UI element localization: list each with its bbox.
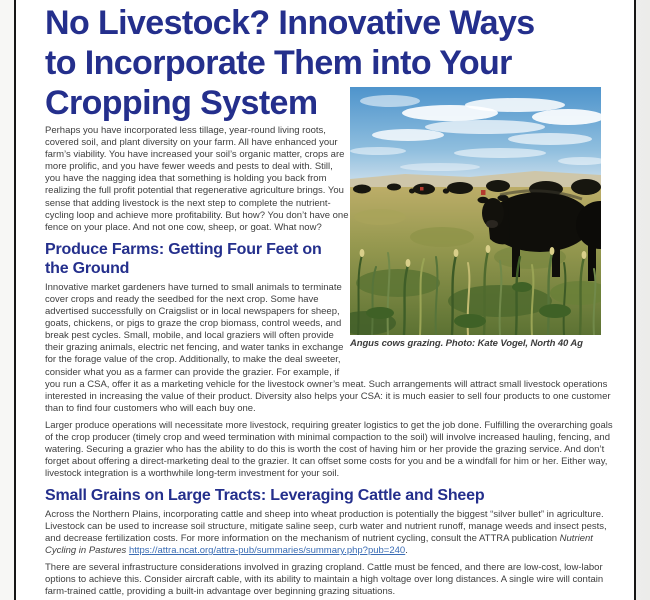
publication-title: Nutrient Cycling in Pastures: [45, 533, 593, 557]
section-heading-produce-farms: Produce Farms: Getting Four Feet on the Ground: [45, 240, 322, 278]
figure-caption: Angus cows grazing. Photo: Kate Vogel, North 40 Ag: [350, 338, 583, 349]
small-grains-text: Across the Northern Plains, incorporating cattle and sheep into wheat production is potentially the biggest “silver bullet” in agriculture. Livestock can be used to increase soil structure, mitigate saline seep, curb water and nutrient runoff, manage weeds and insect pests, and decrease fertilization costs. For more information on the mechanism of nutrient cycling, consult the ATTRA publication: [45, 508, 607, 545]
attra-publication-link[interactable]: https://attra.ncat.org/attra-pub/summaries/summary.php?pub=240: [128, 545, 406, 557]
section-heading-small-grains: Small Grains on Large Tracts: Leveraging Cattle and Sheep: [45, 487, 485, 505]
small-grains-paragraph-1: [45, 509, 621, 557]
document-page: [14, 0, 636, 600]
title-line-2: to Incorporate Them into Your: [45, 44, 512, 82]
title-line-1: No Livestock? Innovative Ways: [45, 4, 535, 42]
small-grains-paragraph-2: There are several infrastructure considerations involved in grazing cropland. Cattle must be fenced, and there are low-cost, low-labor options to achieve this. Consider aircraft cable, with its ability to maintain a high voltage over long distances. A single wire will contain farm-trained cattle, providing a built-in advantage over beginning grazing situations.: [45, 562, 604, 598]
angus-cattle-photo: [350, 87, 601, 335]
sentence-period: .: [405, 545, 408, 557]
produce-farms-paragraph-1: Innovative market gardeners have turned to small animals to terminate cover crops and ready the seedbed for the next crop. Some have advertised successfully on Craigslist or in local newspapers for sheep, goats, chickens, or pigs to graze the crop biomass, control weeds, and break pest cycles. Small, mobile, and local graziers will often provide their grazing animals, electric net fencing, and water tanks in exchange for the forage value of the crop. Additionally, to make the deal sweeter, consider what you as a farmer can provide the grazier. For example, if you run a CSA, offer it as a marketing vehicle for the livestock owner’s meat. Such arrangements will attract small livestock operations interested in increasing the value of their product. Diversity also helps your CSA: it is much easier to sell four products to one customer than to find four customers who will each buy one.: [45, 281, 611, 414]
figure-angus-cows: [350, 87, 601, 349]
intro-paragraph: Perhaps you have incorporated less tillage, year-round living roots, covered soil, and plant diversity on your farm. All have enhanced your farm’s viability. You have increased your soil’s organic matter, crops are more prolific, and you have fewer weeds and pests to deal with. Still, you have the nagging idea that something is holding you back from realizing the full profit potential that regenerative agriculture brings. You sense that adding livestock is the next step to complete the nutrient-cycling loop and achieve more profitability. But how? You don’t have one fence on your place. And not one cow, sheep, or goat. What now?: [45, 125, 349, 233]
produce-farms-paragraph-2: Larger produce operations will necessitate more livestock, requiring greater logistics to get the job done. Fulfilling the overarching goals of the crop producer (timely crop and weed termination with minimal compaction to the soil) will involve increased hauling, fencing, and watering. Securing a grazier who has the ability to do this is worth the cost of having him or her provide the grazing service. And don’t forget about offering a direct-marketing deal to the grazier. It can offset some costs for you and be a windfall for him or her. Either way, livestock integration is a worthwhile long-term investment for your soil.: [45, 419, 613, 480]
title-line-3: Cropping System: [45, 84, 318, 122]
